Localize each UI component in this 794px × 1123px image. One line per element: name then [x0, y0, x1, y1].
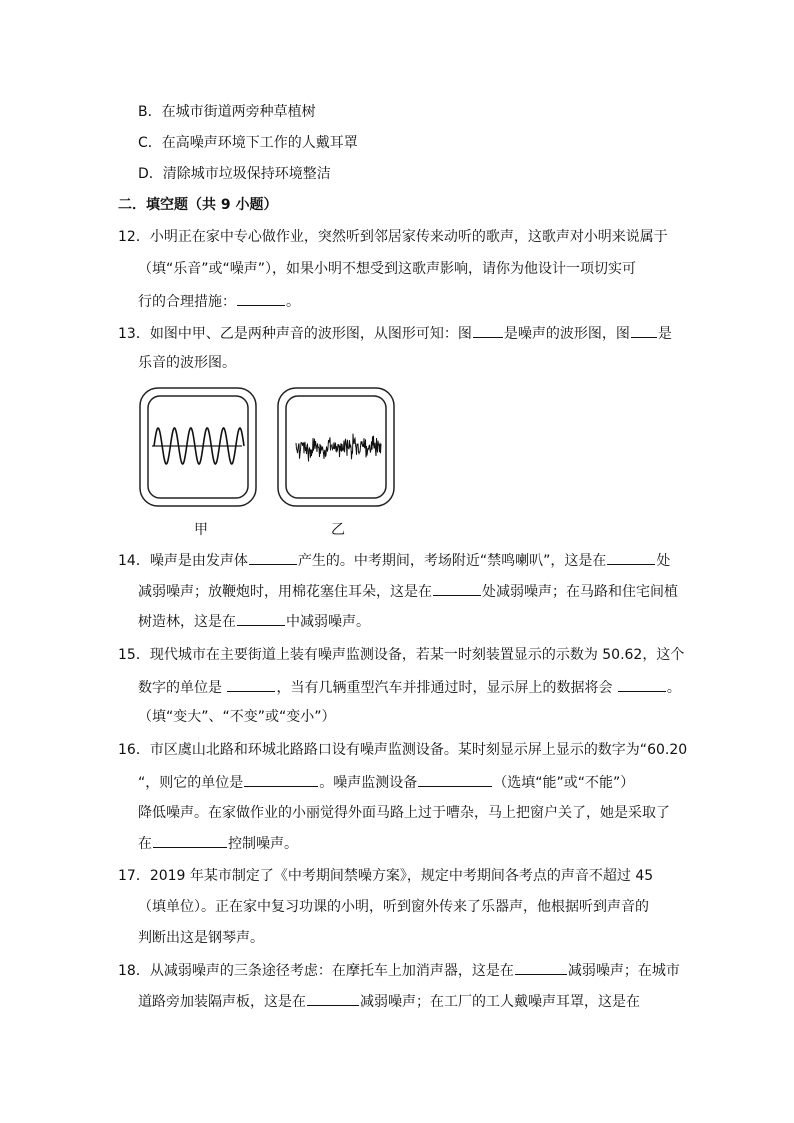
q18-text: 减弱噪声；在工厂的工人戴噪声耳罩，这是在: [360, 994, 640, 1010]
q14-text: 树造林，这是在: [138, 614, 236, 630]
answer-blank: [607, 550, 655, 565]
q14-text: 减弱噪声；放鞭炮时，用棉花塞住耳朵，这是在: [138, 584, 432, 600]
q16-line3: 降低噪声。在家做作业的小丽觉得外面马路上过于嘈杂，马上把窗户关了，她是采取了: [138, 805, 670, 821]
q15-line2: [138, 677, 681, 698]
q15-line1: 15．现代城市在主要街道上装有噪声监测设备，若某一时刻装置显示的示数为 50.62，这个: [118, 647, 685, 663]
q15-text: ，当有几辆重型汽车并排通过时，显示屏上的数据将会: [276, 680, 617, 696]
option-b: B．在城市街道两旁种草植树: [138, 104, 316, 120]
q14-text: 产生的。中考期间，考场附近“禁鸣喇叭”，这是在: [297, 553, 607, 569]
q14-text: 处: [656, 553, 671, 569]
q18-text: 道路旁加装隔声板，这是在: [138, 994, 306, 1010]
answer-blank: [249, 550, 297, 565]
answer-blank: [307, 991, 359, 1006]
q17-line3: 判断出这是钢琴声。: [138, 930, 264, 946]
q14-text: 中减弱噪声。: [286, 614, 370, 630]
q13-text: 是噪声的波形图，图: [503, 326, 630, 342]
q17-line2: （填单位）。正在家中复习功课的小明，听到窗外传来了乐器声，他根据听到声音的: [138, 899, 649, 915]
q15-text: 数字的单位是: [138, 680, 227, 696]
answer-blank: [153, 833, 227, 848]
q14-text: 处减弱噪声；在马路和住宅间植: [482, 584, 678, 600]
q12-text: 行的合理措施：: [138, 294, 236, 310]
q14-text: 14．噪声是由发声体: [118, 553, 248, 569]
q18-line1: [118, 960, 680, 981]
answer-blank: [418, 772, 492, 787]
q13-text: 是: [657, 326, 672, 342]
q14-line3: [138, 611, 370, 632]
q13-line1: [118, 323, 672, 344]
caption-yi: 乙: [331, 522, 345, 538]
answer-blank: [227, 677, 275, 692]
q14-line2: [138, 581, 678, 602]
screen-jia: [140, 388, 256, 506]
noise-wave: [296, 434, 381, 462]
option-c: C．在高噪声环境下工作的人戴耳罩: [138, 135, 358, 151]
q16-line1: 16．市区虞山北路和环城北路路口设有噪声监测设备。某时刻显示屏上显示的数字为“60.20: [118, 742, 688, 758]
q12-text: 。: [286, 294, 300, 310]
section-title: 二．填空题（共 9 小题）: [118, 197, 278, 213]
answer-blank: [515, 960, 567, 975]
q16-text: 控制噪声。: [228, 836, 298, 852]
q15-line3: （填“变大”、“不变”或“变小”）: [138, 709, 336, 725]
q15-text: 。: [666, 680, 681, 696]
answer-blank: [631, 323, 657, 338]
q18-text: 减弱噪声；在城市: [567, 963, 680, 979]
answer-blank: [237, 291, 285, 306]
q16-text: 在: [138, 836, 152, 852]
answer-blank: [473, 323, 503, 338]
q12-line2: （填“乐音”或“噪声”），如果小明不想受到这歌声影响，请你为他设计一项切实可: [138, 261, 637, 277]
q12-line1: 12．小明正在家中专心做作业，突然听到邻居家传来动听的歌声，这歌声对小明来说属于: [118, 229, 668, 245]
q16-line4: [138, 833, 298, 854]
q16-text: “，则它的单位是: [138, 775, 244, 791]
q17-line1: 17．2019 年某市制定了《中考期间禁噪方案》，规定中考期间各考点的声音不超过 45: [118, 868, 654, 884]
waveform-figure: [138, 386, 400, 534]
q13-line2: 乐音的波形图。: [138, 355, 236, 371]
answer-blank: [618, 677, 666, 692]
option-d: D．清除城市垃圾保持环境整洁: [138, 166, 331, 182]
q16-text: （选填“能”或“不能”）: [493, 775, 635, 791]
q18-text: 18．从减弱噪声的三条途径考虑：在摩托车上加消声器，这是在: [118, 963, 514, 979]
q14-line1: [118, 550, 670, 571]
q18-line2: [138, 991, 640, 1012]
screen-yi: [278, 388, 394, 506]
answer-blank: [244, 772, 318, 787]
q16-text: 。噪声监测设备: [319, 775, 418, 791]
q12-line3: [138, 291, 300, 312]
answer-blank: [237, 611, 285, 626]
caption-jia: 甲: [194, 522, 208, 538]
q16-line2: [138, 772, 634, 793]
q13-text: 13．如图中甲、乙是两种声音的波形图，从图形可知：图: [118, 326, 472, 342]
answer-blank: [433, 581, 481, 596]
